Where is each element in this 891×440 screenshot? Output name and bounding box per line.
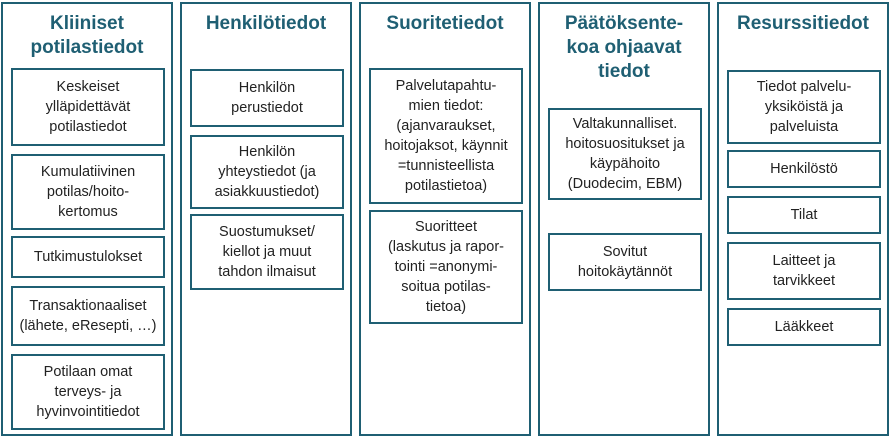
box-henkilon-perustiedot: Henkilön perustiedot <box>190 69 344 127</box>
box-laitteet-ja-tarvikkeet: Laitteet ja tarvikkeet <box>727 242 881 300</box>
box-laakkeet: Lääkkeet <box>727 308 881 346</box>
box-suoritteet: Suoritteet (laskutus ja rapor- tointi =anonymi- soitua potilas- tietoa) <box>369 210 523 324</box>
column-paatoksentekoa-ohjaavat-tiedot <box>538 2 710 436</box>
column-title: Resurssitiedot <box>737 13 869 34</box>
column-resurssitiedot <box>717 2 889 436</box>
box-omat-hyvinvointitiedot: Potilaan omat terveys- ja hyvinvointitiedot <box>11 354 165 430</box>
column-title: Suoritetiedot <box>386 13 504 34</box>
column-kliiniset-potilastiedot <box>1 2 173 436</box>
column-title: Päätöksente- koa ohjaavat tiedot <box>564 13 684 82</box>
column-henkilotiedot <box>180 2 352 436</box>
column-title: Kliiniset potilastiedot <box>30 13 144 58</box>
box-suostumukset: Suostumukset/ kiellot ja muut tahdon ilmaisut <box>190 214 344 290</box>
box-palveluyksikot: Tiedot palvelu- yksiköistä ja palveluista <box>727 70 881 144</box>
column-suoritetiedot <box>359 2 531 436</box>
box-tutkimustulokset: Tutkimustulokset <box>11 236 165 278</box>
box-sovitut-hoitokaytannot: Sovitut hoitokäytännöt <box>548 233 702 291</box>
column-title: Henkilötiedot <box>205 13 327 34</box>
box-henkilosto: Henkilöstö <box>727 150 881 188</box>
box-kumulatiivinen-kertomus: Kumulatiivinen potilas/hoito- kertomus <box>11 154 165 230</box>
box-transaktionaaliset: Transaktionaaliset (lähete, eResepti, …) <box>11 286 165 346</box>
box-palvelutapahtumien-tiedot: Palvelutapahtu- mien tiedot: (ajanvaraukset, hoitojaksot, käynnit =tunnisteellista potilastietoa) <box>369 68 523 204</box>
box-keskeiset-potilastiedot: Keskeiset ylläpidettävät potilastiedot <box>11 68 165 146</box>
box-henkilon-yhteystiedot: Henkilön yhteystiedot (ja asiakkuustiedot) <box>190 135 344 209</box>
box-valtakunnalliset-hoitosuositukset: Valtakunnalliset. hoitosuositukset ja käypähoito (Duodecim, EBM) <box>548 108 702 200</box>
box-tilat: Tilat <box>727 196 881 234</box>
